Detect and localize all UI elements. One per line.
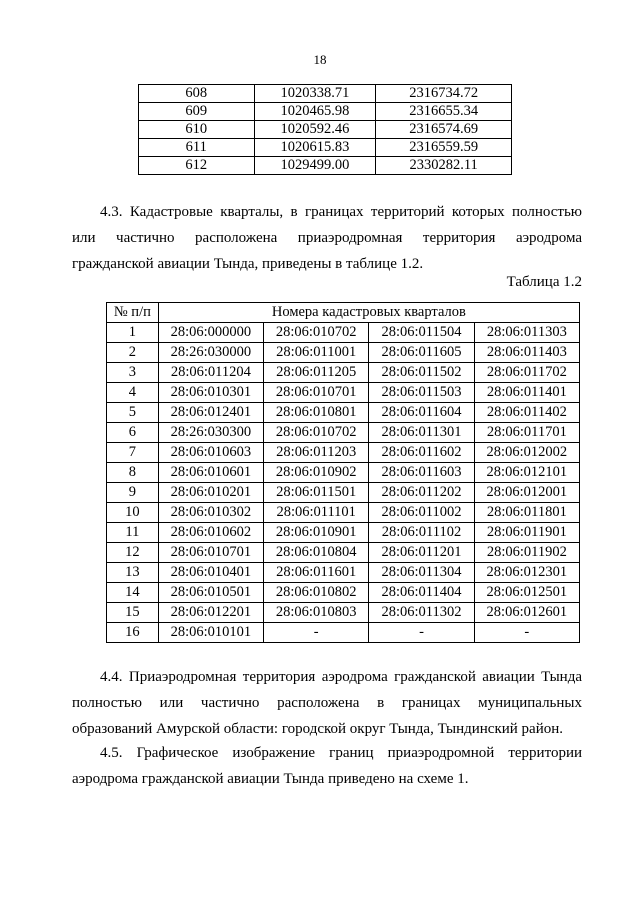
table-row <box>107 363 580 383</box>
table-row <box>107 583 580 603</box>
table-cell: 2330282.11 <box>376 157 512 175</box>
table-row <box>107 543 580 563</box>
table-cell: 28:06:011605 <box>369 343 474 363</box>
table-cell: 28:06:011204 <box>158 363 263 383</box>
table-cell: 28:06:010602 <box>158 523 263 543</box>
table-row <box>107 463 580 483</box>
table-cell: 28:06:011702 <box>474 363 579 383</box>
table-cell: 6 <box>107 423 159 443</box>
table-cell: 28:06:010701 <box>264 383 369 403</box>
table-cell: 28:06:012501 <box>474 583 579 603</box>
table-cell: 9 <box>107 483 159 503</box>
table-cell: 28:06:010804 <box>264 543 369 563</box>
cadastral-quarters-table <box>106 302 580 643</box>
table-cell: 28:26:030300 <box>158 423 263 443</box>
table-cell: 2316559.59 <box>376 139 512 157</box>
table-cell: 3 <box>107 363 159 383</box>
table-cell: 28:06:011504 <box>369 323 474 343</box>
table-cell: 28:06:011303 <box>474 323 579 343</box>
table-cell: 28:06:010902 <box>264 463 369 483</box>
coordinates-table-body <box>139 85 512 175</box>
table-row <box>107 483 580 503</box>
table-row <box>139 157 512 175</box>
table-cell: 1020465.98 <box>254 103 376 121</box>
table-cell: 609 <box>139 103 255 121</box>
table-row <box>107 563 580 583</box>
table-cell: 1029499.00 <box>254 157 376 175</box>
table-cell: 28:06:010302 <box>158 503 263 523</box>
table-cell: 28:06:010401 <box>158 563 263 583</box>
table-cell: 4 <box>107 383 159 403</box>
table-cell: 13 <box>107 563 159 583</box>
table-cell: 28:06:011602 <box>369 443 474 463</box>
table-cell: 28:06:011304 <box>369 563 474 583</box>
table-cell: 611 <box>139 139 255 157</box>
table-row <box>107 323 580 343</box>
table-cell: 28:06:010803 <box>264 603 369 623</box>
table-cell: 28:06:010101 <box>158 623 263 643</box>
table-cell: 28:06:000000 <box>158 323 263 343</box>
paragraph-4-5-text: 4.5. Графическое изображение границ приаэродромной территории аэродрома гражданской авиации Тында приведено на схеме 1. <box>72 745 582 787</box>
table-row <box>107 603 580 623</box>
table-cell: 28:06:011502 <box>369 363 474 383</box>
table-cell: 12 <box>107 543 159 563</box>
table-cell: 14 <box>107 583 159 603</box>
table-row <box>107 623 580 643</box>
table-cell: 10 <box>107 503 159 523</box>
table-cell: 28:06:012002 <box>474 443 579 463</box>
table-cell: 1020615.83 <box>254 139 376 157</box>
table-cell: 28:06:010801 <box>264 403 369 423</box>
table-cell: 28:06:010702 <box>264 423 369 443</box>
table-cell: 28:06:011501 <box>264 483 369 503</box>
table-cell: 28:06:011902 <box>474 543 579 563</box>
table-cell: 28:06:010701 <box>158 543 263 563</box>
table-cell: 2316574.69 <box>376 121 512 139</box>
paragraph-4-5 <box>72 740 582 792</box>
coordinates-table <box>138 84 512 175</box>
table-cell: 28:06:010501 <box>158 583 263 603</box>
table-cell: - <box>264 623 369 643</box>
table-cell: 28:06:012601 <box>474 603 579 623</box>
table-cell: 28:06:011001 <box>264 343 369 363</box>
table-caption: Таблица 1.2 <box>506 274 582 290</box>
table-cell: 28:06:011404 <box>369 583 474 603</box>
table-row <box>107 383 580 403</box>
table-cell: 11 <box>107 523 159 543</box>
table-cell: 16 <box>107 623 159 643</box>
table-cell: 8 <box>107 463 159 483</box>
table-cell: 28:06:010702 <box>264 323 369 343</box>
table-cell: 28:06:011503 <box>369 383 474 403</box>
table-cell: 28:06:011402 <box>474 403 579 423</box>
table-cell: 612 <box>139 157 255 175</box>
table-row <box>139 85 512 103</box>
table-cell: 28:06:010901 <box>264 523 369 543</box>
cadastral-table-body <box>107 323 580 643</box>
table-cell: 28:06:011403 <box>474 343 579 363</box>
table-row <box>139 121 512 139</box>
table-cell: 608 <box>139 85 255 103</box>
table-cell: 28:06:011801 <box>474 503 579 523</box>
table-cell: 28:06:010601 <box>158 463 263 483</box>
paragraph-4-4 <box>72 664 582 742</box>
table-cell: 28:06:011604 <box>369 403 474 423</box>
paragraph-4-4-text: 4.4. Приаэродромная территория аэродрома гражданской авиации Тында полностью или частично расположена в границах муниципальных образований Амурской области: городской округ Тында, Тындинский район. <box>72 669 582 737</box>
table-row <box>107 343 580 363</box>
table-row <box>107 523 580 543</box>
table-header-row <box>107 303 580 323</box>
table-cell: 28:06:011205 <box>264 363 369 383</box>
table-cell: 28:06:012001 <box>474 483 579 503</box>
table-cell: 28:06:012201 <box>158 603 263 623</box>
table-cell: 7 <box>107 443 159 463</box>
table-cell: - <box>369 623 474 643</box>
table-cell: 28:26:030000 <box>158 343 263 363</box>
table-row <box>107 443 580 463</box>
paragraph-4-3 <box>72 199 582 277</box>
table-cell: 28:06:011601 <box>264 563 369 583</box>
table-cell: 28:06:011202 <box>369 483 474 503</box>
table-cell: 1020592.46 <box>254 121 376 139</box>
table-cell: - <box>474 623 579 643</box>
table-row <box>139 139 512 157</box>
table-cell: 1 <box>107 323 159 343</box>
table-cell: 28:06:011603 <box>369 463 474 483</box>
table-cell: 5 <box>107 403 159 423</box>
table-cell: 28:06:011301 <box>369 423 474 443</box>
table-cell: 1020338.71 <box>254 85 376 103</box>
table-cell: 28:06:011901 <box>474 523 579 543</box>
page-number: 18 <box>313 52 327 67</box>
header-quarters: Номера кадастровых кварталов <box>158 303 579 323</box>
table-cell: 28:06:012101 <box>474 463 579 483</box>
table-row <box>107 423 580 443</box>
table-cell: 28:06:011102 <box>369 523 474 543</box>
table-cell: 28:06:011203 <box>264 443 369 463</box>
table-cell: 610 <box>139 121 255 139</box>
table-cell: 28:06:010603 <box>158 443 263 463</box>
paragraph-4-3-text: 4.3. Кадастровые кварталы, в границах территорий которых полностью или частично расположена приаэродромная территория аэродрома гражданской авиации Тында, приведены в таблице 1.2. <box>72 204 582 272</box>
header-num: № п/п <box>107 303 159 323</box>
table-row <box>107 503 580 523</box>
table-cell: 28:06:012401 <box>158 403 263 423</box>
table-cell: 2316655.34 <box>376 103 512 121</box>
table-cell: 28:06:011201 <box>369 543 474 563</box>
table-cell: 28:06:011401 <box>474 383 579 403</box>
table-cell: 28:06:010802 <box>264 583 369 603</box>
table-cell: 28:06:011002 <box>369 503 474 523</box>
table-cell: 2316734.72 <box>376 85 512 103</box>
table-cell: 28:06:012301 <box>474 563 579 583</box>
table-cell: 15 <box>107 603 159 623</box>
table-cell: 2 <box>107 343 159 363</box>
table-row <box>107 403 580 423</box>
table-row <box>139 103 512 121</box>
table-cell: 28:06:011101 <box>264 503 369 523</box>
table-cell: 28:06:010301 <box>158 383 263 403</box>
table-cell: 28:06:011302 <box>369 603 474 623</box>
table-cell: 28:06:011701 <box>474 423 579 443</box>
table-cell: 28:06:010201 <box>158 483 263 503</box>
